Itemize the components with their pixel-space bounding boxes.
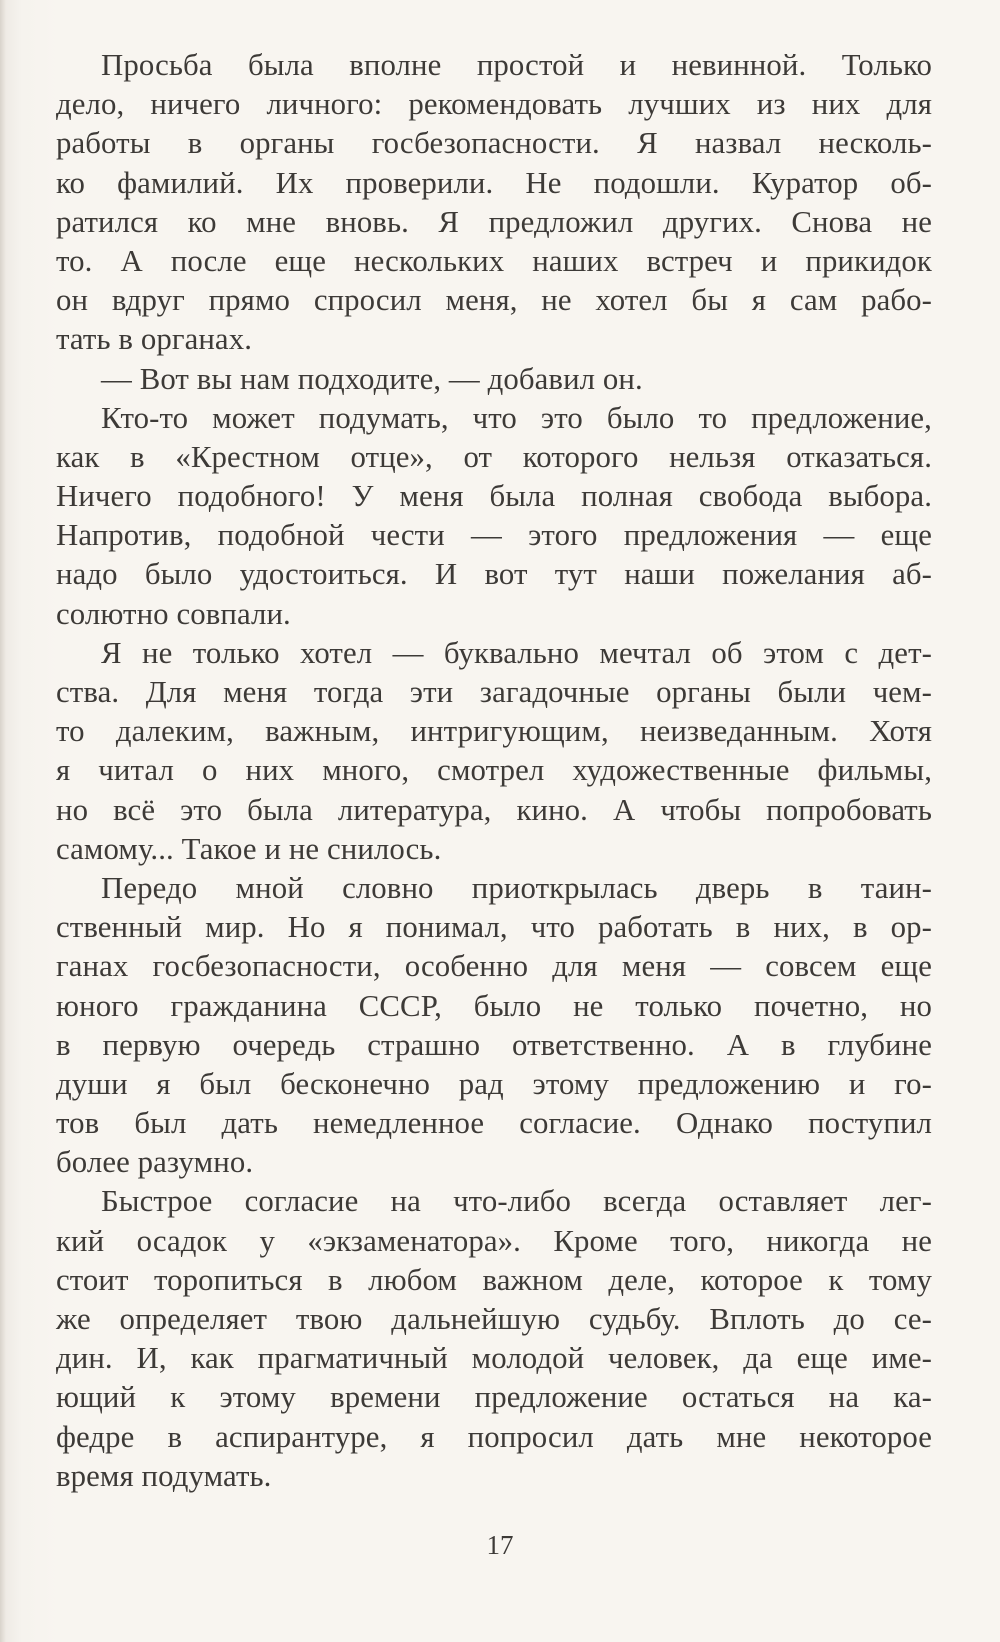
text-line: я читал о них много, смотрел художественные фильмы,	[56, 753, 932, 788]
text-line: он вдруг прямо спросил меня, не хотел бы я сам рабо-	[56, 283, 932, 318]
paragraph	[56, 360, 932, 399]
text-line: надо было удостоиться. И вот тут наши пожелания аб-	[56, 557, 932, 592]
text-line: ства. Для меня тогда эти загадочные органы были чем-	[56, 675, 932, 709]
text-line: как в «Крестном отце», от которого нельзя отказаться.	[56, 439, 932, 474]
text-line: работы в органы госбезопасности. Я назвал несколь-	[56, 126, 932, 161]
text-line: Просьба была вполне простой и невинной. Только	[101, 48, 932, 82]
text-line: но всё это была литература, кино. А чтобы попробовать	[56, 792, 932, 827]
text-line: ющий к этому времени предложение остаться на ка-	[56, 1380, 932, 1415]
text-line: дело, ничего личного: рекомендовать лучших из них для	[56, 87, 932, 122]
paragraph	[56, 634, 932, 869]
page-number: 17	[486, 1530, 514, 1560]
text-line: в первую очередь страшно ответственно. А в глубине	[56, 1027, 932, 1062]
text-line: Я не только хотел — буквально мечтал об этом с дет-	[101, 635, 932, 670]
text-line: Ничего подобного! У меня была полная свобода выбора.	[56, 479, 932, 514]
text-line: же определяет твою дальнейшую судьбу. Вплоть до се-	[56, 1302, 932, 1336]
text-line: Напротив, подобной чести — этого предложения — еще	[56, 518, 932, 553]
text-line: тать в органах.	[56, 322, 252, 357]
text-line: самому... Такое и не снилось.	[56, 831, 442, 866]
text-line: души я был бесконечно рад этому предложению и го-	[56, 1066, 932, 1101]
text-line: ратился ко мне вновь. Я предложил других. Снова не	[56, 204, 932, 239]
text-line: кий осадок у «экзаменатора». Кроме того, никогда не	[56, 1223, 932, 1258]
paragraph	[56, 399, 932, 634]
text-line: федре в аспирантуре, я попросил дать мне некоторое	[56, 1419, 932, 1454]
text-line: юного гражданина СССР, было не только почетно, но	[56, 988, 932, 1023]
paragraph	[56, 1182, 932, 1496]
text-line: солютно совпали.	[56, 596, 291, 631]
text-line: то. А после еще нескольких наших встреч и прикидок	[56, 243, 932, 278]
text-line: тов был дать немедленное согласие. Однако поступил	[56, 1106, 932, 1141]
page-binding-edge	[0, 0, 6, 1642]
body-text	[56, 46, 932, 1496]
text-line: — Вот вы нам подходите, — добавил он.	[101, 361, 643, 396]
text-line: то далеким, важным, интригующим, неизведанным. Хотя	[56, 714, 932, 749]
text-line: Кто-то может подумать, что это было то предложение,	[101, 400, 932, 435]
text-line: Передо мной словно приоткрылась дверь в таин-	[101, 870, 932, 905]
paragraph	[56, 869, 932, 1183]
text-line: ственный мир. Но я понимал, что работать в них, в ор-	[56, 910, 932, 945]
paragraph	[56, 46, 932, 360]
text-line: Быстрое согласие на что-либо всегда оставляет лег-	[101, 1184, 932, 1219]
text-line: более разумно.	[56, 1145, 254, 1180]
text-line: время подумать.	[56, 1458, 272, 1493]
text-line: стоит торопиться в любом важном деле, которое к тому	[56, 1262, 932, 1297]
text-line: дин. И, как прагматичный молодой человек, да еще име-	[56, 1341, 932, 1376]
text-line: ганах госбезопасности, особенно для меня — совсем еще	[56, 949, 932, 984]
text-line: ко фамилий. Их проверили. Не подошли. Куратор об-	[56, 165, 932, 200]
